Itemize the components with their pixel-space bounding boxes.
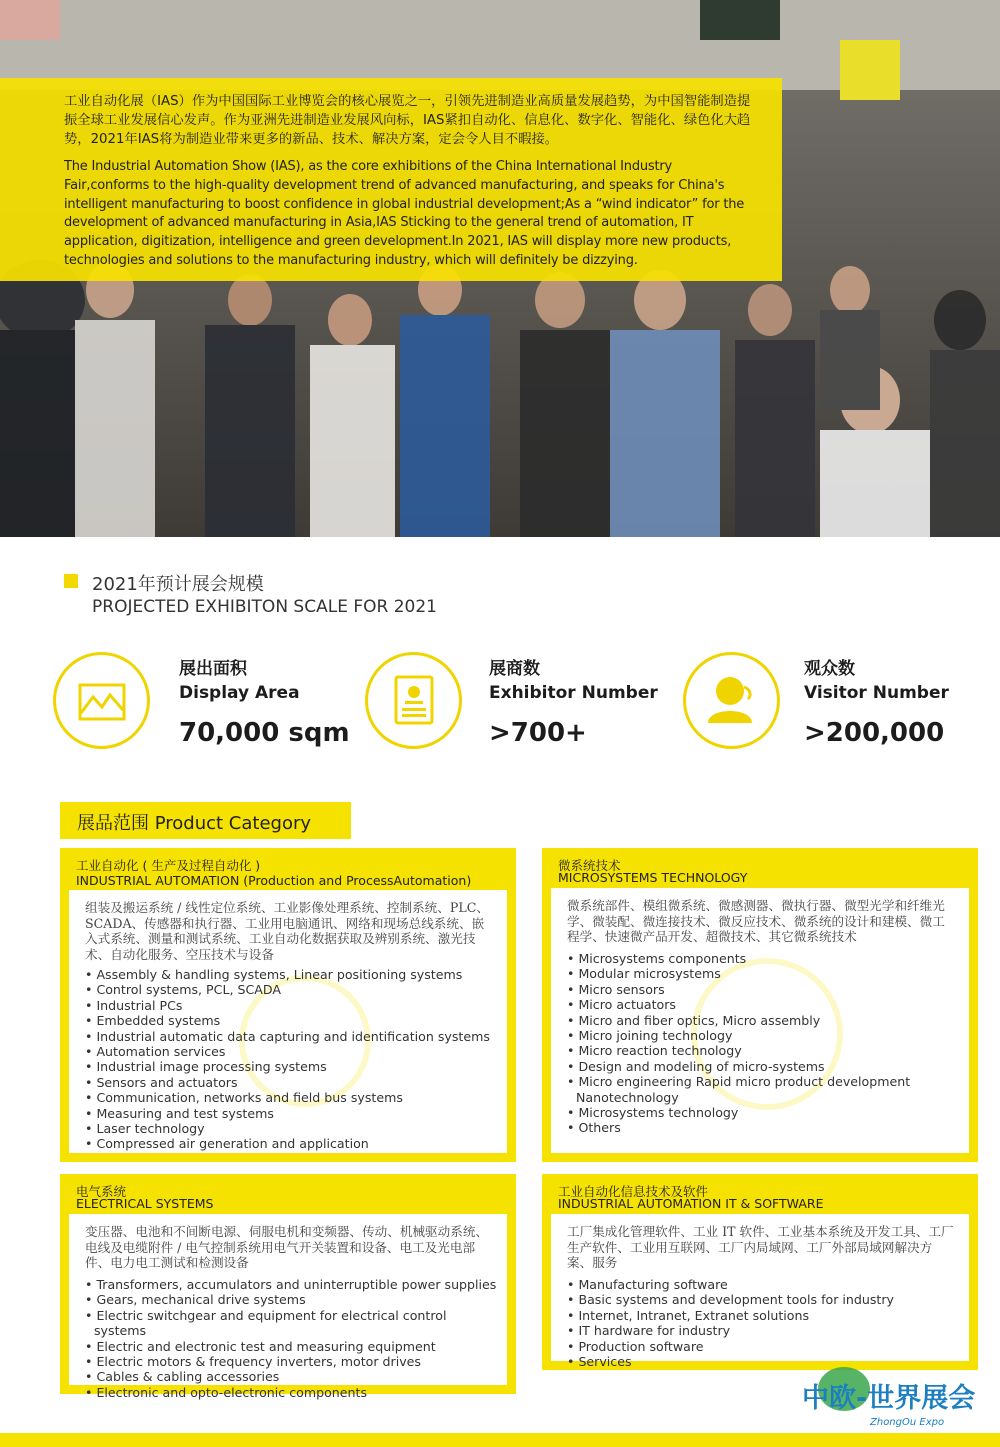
list-item: • Automation services xyxy=(85,1044,497,1059)
list-item: • Micro actuators xyxy=(567,997,959,1012)
list-item: • Electric motors & frequency inverters, motor drives xyxy=(85,1354,497,1369)
list-item: • Industrial PCs xyxy=(85,998,497,1013)
box-title-en: MICROSYSTEMS TECHNOLOGY xyxy=(558,870,748,885)
stat-label-en: Exhibitor Number xyxy=(489,683,658,703)
intro-text-zh: 工业自动化展（IAS）作为中国国际工业博览会的核心展览之一，引领先进制造业高质量发展趋势，为中国智能制造提振全球工业发展信心发声。作为亚洲先进制造业发展风向标，IAS紧扣自动化、信息化、数字化、智能化、绿色化大趋势，2021年IAS将为制造业带来更多的新品、技术、解决方案，定会令人目不暇接。 xyxy=(64,94,751,147)
scale-title-en: PROJECTED EXHIBITON SCALE FOR 2021 xyxy=(92,597,437,617)
box-item-list xyxy=(85,1277,497,1400)
stat-value: >200,000 xyxy=(804,718,945,748)
box-content xyxy=(69,890,507,1153)
stat-value: 70,000 sqm xyxy=(179,718,350,748)
stat-label-en: Display Area xyxy=(179,683,300,703)
stat-label-zh: 展商数 xyxy=(489,659,540,679)
box-content xyxy=(551,1214,969,1370)
list-item: • Compressed air generation and application xyxy=(85,1136,497,1151)
box-title-zh: 微系统技术 xyxy=(558,858,621,873)
list-item: • Micro sensors xyxy=(567,982,959,997)
list-item: • Measuring and test systems xyxy=(85,1106,497,1121)
box-content xyxy=(69,1214,507,1400)
list-item: • Transformers, accumulators and uninterruptible power supplies xyxy=(85,1277,497,1292)
list-item: • Microsystems technology xyxy=(567,1105,959,1120)
mountain-picture-icon xyxy=(53,652,150,749)
list-item: • Design and modeling of micro-systems xyxy=(567,1059,959,1074)
yellow-square-icon xyxy=(64,574,78,588)
list-item: • Industrial automatic data capturing and identification systems xyxy=(85,1029,497,1044)
list-item: • Gears, mechanical drive systems xyxy=(85,1292,497,1307)
box-title-en: ELECTRICAL SYSTEMS xyxy=(76,1196,214,1211)
box-desc-zh: 组装及搬运系统 / 线性定位系统、工业影像处理系统、控制系统、PLC、SCADA、传感器和执行器、工业用电脑通讯、网络和现场总线系统、嵌入式系统、测量和测试系统、工业自动化数据获取及辨别系统、激光技术、自动化服务、空压技术与设备 xyxy=(85,900,489,962)
list-item: • IT hardware for industry xyxy=(567,1323,959,1338)
box-item-list xyxy=(85,967,497,1152)
list-item: • Manufacturing software xyxy=(567,1277,959,1292)
list-item: • Production software xyxy=(567,1339,959,1354)
box-title-en: INDUSTRIAL AUTOMATION (Production and ProcessAutomation) xyxy=(76,873,472,888)
list-item: • Embedded systems xyxy=(85,1013,497,1028)
list-item: • Communication, networks and field bus systems xyxy=(85,1090,497,1105)
box-title-zh: 工业自动化信息技术及软件 xyxy=(558,1184,709,1199)
id-card-icon xyxy=(365,652,462,749)
box-title-en: INDUSTRIAL AUTOMATION IT & SOFTWARE xyxy=(558,1196,824,1211)
list-item: • Electric and electronic test and measuring equipment xyxy=(85,1339,497,1354)
list-item: • Microsystems components xyxy=(567,951,959,966)
list-item: • Micro engineering Rapid micro product development Nanotechnology xyxy=(567,1074,959,1105)
zhongou-expo-logo xyxy=(796,1361,992,1441)
svg-text:ZhongOu Expo: ZhongOu Expo xyxy=(870,1417,945,1428)
intro-text-panel xyxy=(0,78,782,281)
box-desc-zh: 变压器、电池和不间断电源、伺服电机和变频器、传动、机械驱动系统、电线及电缆附件 / 电气控制系统用电气开关装置和设备、电工及光电部件、电力电工测试和检测设备 xyxy=(85,1224,488,1270)
list-item: • Services xyxy=(567,1354,959,1369)
intro-text-en: The Industrial Automation Show (IAS), as the core exhibitions of the China International Industry Fair,conforms to the high-quality development trend of advanced manufacturing, and speaks for China's intelligent manufacturing to boost confidence in global industrial development;As a “wind indicator” for the development of advanced manufacturing in Asia,IAS Sticking to the general trend of automation, IT application, digitization, intelligence and green development.In 2021, IAS will display more new products, technologies and solutions to the manufacturing industry, which will definitely be dizzying. xyxy=(64,159,745,268)
bottom-accent-bar xyxy=(0,1433,1000,1447)
box-content xyxy=(551,888,969,1153)
category-box-it-software xyxy=(542,1174,978,1370)
list-item: • Sensors and actuators xyxy=(85,1075,497,1090)
list-item: • Cables & cabling accessories xyxy=(85,1369,497,1384)
list-item: • Electronic and opto-electronic components xyxy=(85,1385,497,1400)
box-title-zh: 电气系统 xyxy=(76,1184,127,1199)
user-icon xyxy=(683,652,780,749)
box-desc-zh: 工厂集成化管理软件、工业 IT 软件、工业基本系统及开发工具、工厂生产软件、工业用互联网、工厂内局域网、工厂外部局域网解决方案、服务 xyxy=(567,1224,954,1270)
svg-text:中欧-世界展会: 中欧-世界展会 xyxy=(802,1383,976,1414)
stat-label-en: Visitor Number xyxy=(804,683,949,703)
box-title-zh: 工业自动化 ( 生产及过程自动化 ) xyxy=(76,858,261,873)
category-box-electrical-systems xyxy=(60,1174,516,1400)
category-box-industrial-automation xyxy=(60,848,516,1162)
product-category-header xyxy=(60,802,351,839)
stat-label-zh: 展出面积 xyxy=(179,659,247,679)
list-item: • Laser technology xyxy=(85,1121,497,1136)
list-item: • Micro and fiber optics, Micro assembly xyxy=(567,1013,959,1028)
hero-photo xyxy=(0,0,1000,537)
list-item: • Electric switchgear and equipment for electrical control systems xyxy=(85,1308,497,1339)
list-item: • Control systems, PCL, SCADA xyxy=(85,982,497,997)
category-box-microsystems xyxy=(542,848,978,1162)
stat-label-zh: 观众数 xyxy=(804,659,855,679)
scale-title-zh: 2021年预计展会规模 xyxy=(92,574,264,595)
list-item: • Basic systems and development tools for industry xyxy=(567,1292,959,1307)
list-item: • Industrial image processing systems xyxy=(85,1059,497,1074)
list-item: • Others xyxy=(567,1120,959,1135)
list-item: • Micro joining technology xyxy=(567,1028,959,1043)
list-item: • Assembly & handling systems, Linear positioning systems xyxy=(85,967,497,982)
stat-value: >700+ xyxy=(489,718,587,748)
list-item: • Internet, Intranet, Extranet solutions xyxy=(567,1308,959,1323)
list-item: • Micro reaction technology xyxy=(567,1043,959,1058)
box-item-list xyxy=(567,951,959,1136)
box-desc-zh: 微系统部件、模组微系统、微感测器、微执行器、微型光学和纤维光学、微装配、微连接技术、微反应技术、微系统的设计和建模、微工程学、快速微产品开发、超微技术、其它微系统技术 xyxy=(567,898,945,944)
list-item: • Modular microsystems xyxy=(567,966,959,981)
box-item-list xyxy=(567,1277,959,1369)
product-category-title: 展品范围 Product Category xyxy=(77,813,312,834)
